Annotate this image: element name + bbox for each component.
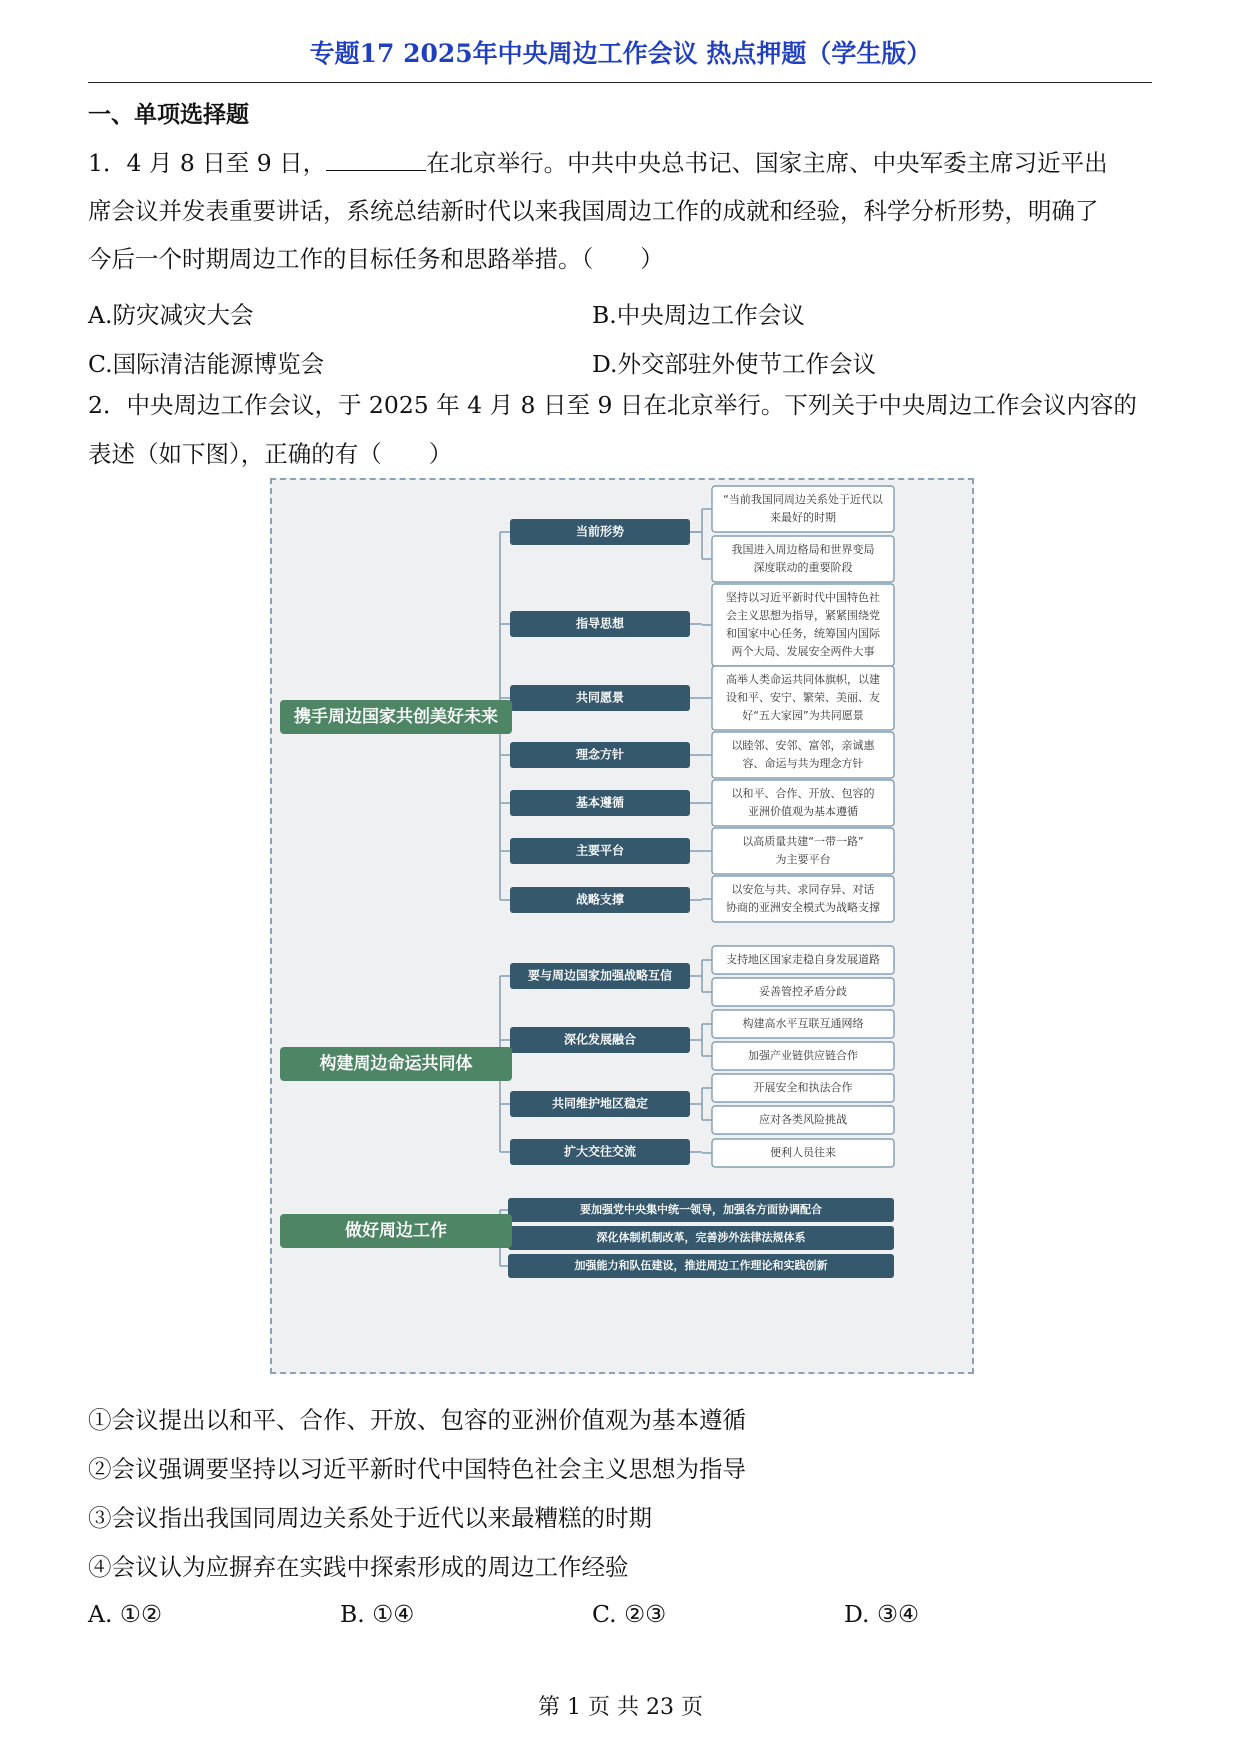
- g1-leaf-1-0-line-2: 和国家中心任务，统筹国内国际: [726, 627, 880, 640]
- g3-item-2-label: 加强能力和队伍建设，推进周边工作理论和实践创新: [574, 1259, 828, 1272]
- g1-leaf-3-0-line-1: 容、命运与共为理念方针: [742, 757, 864, 770]
- q1-option-a: A.防灾减灾大会: [88, 301, 254, 329]
- g2-leaf-0-1-line-0: 妥善管控矛盾分歧: [759, 985, 847, 998]
- g1-leaf-2-0-line-1: 设和平、安宁、繁荣、美丽、友: [726, 691, 880, 704]
- page-number: 第 1 页 共 23 页: [538, 1695, 703, 1720]
- g2-leaf-1-0-line-0: 构建高水平互联互通网络: [742, 1017, 864, 1030]
- g2-leaf-2-1-line-0: 应对各类风险挑战: [759, 1113, 847, 1126]
- q1-blank: [326, 150, 426, 171]
- q2-line-1: 2．中央周边工作会议，于 2025 年 4 月 8 日至 9 日在北京举行。下列关于中央周边工作会议内容的: [88, 391, 1137, 419]
- g2-leaf-1-1-line-0: 加强产业链供应链合作: [748, 1049, 858, 1062]
- g1-leaf-3-0-line-0: 以睦邻、安邻、富邻，亲诚惠: [731, 739, 875, 752]
- q2-statement-4: ④会议认为应摒弃在实践中探索形成的周边工作经验: [88, 1553, 629, 1581]
- g1-node-4-label: 基本遵循: [575, 795, 625, 810]
- g1-leaf-5-0-line-0: 以高质量共建“一带一路”: [742, 835, 864, 848]
- q1-line-3: 今后一个时期周边工作的目标任务和思路举措。（ ）: [88, 245, 664, 273]
- g1-node-2-label: 共同愿景: [575, 690, 625, 705]
- g3-item-0-label: 要加强党中央集中统一领导，加强各方面协调配合: [580, 1203, 822, 1216]
- q2-statement-1: ①会议提出以和平、合作、开放、包容的亚洲价值观为基本遵循: [88, 1406, 746, 1434]
- g2-node-0-label: 要与周边国家加强战略互信: [527, 968, 673, 983]
- q1-line-2: 席会议并发表重要讲话，系统总结新时代以来我国周边工作的成就和经验，科学分析形势，明确了: [88, 197, 1099, 225]
- header-rule: [88, 82, 1152, 83]
- q1-option-c: C.国际清洁能源博览会: [88, 350, 325, 378]
- g1-node-6-label: 战略支撑: [575, 892, 625, 907]
- g1-leaf-4-0-line-1: 亚洲价值观为基本遵循: [748, 805, 858, 818]
- g1-leaf-0-1-line-0: 我国进入周边格局和世界变局: [731, 543, 875, 556]
- q2-option-d: D. ③④: [844, 1600, 920, 1628]
- g1-leaf-0-1-line-1: 深度联动的重要阶段: [753, 561, 853, 574]
- g2-node-3-label: 扩大交往交流: [563, 1144, 637, 1159]
- g1-leaf-0-0-line-0: “当前我国同周边关系处于近代以: [723, 493, 883, 506]
- g1-leaf-6-0-line-1: 协商的亚洲安全模式为战略支撑: [726, 901, 880, 914]
- g1-leaf-1-0-line-0: 坚持以习近平新时代中国特色社: [726, 591, 880, 604]
- g1-leaf-2-0-line-0: 高举人类命运共同体旗帜，以建: [726, 673, 880, 686]
- mindmap-figure: [270, 478, 974, 1374]
- q1-option-b: B.中央周边工作会议: [592, 301, 805, 329]
- g2-node-2-label: 共同维护地区稳定: [551, 1096, 649, 1111]
- g1-leaf-2-0-line-2: 好“五大家园”为共同愿景: [742, 709, 864, 722]
- q2-statement-3: ③会议指出我国同周边关系处于近代以来最糟糕的时期: [88, 1504, 652, 1532]
- g2-leaf-0-0-line-0: 支持地区国家走稳自身发展道路: [726, 953, 880, 966]
- g2-leaf-2-0-line-0: 开展安全和执法合作: [753, 1081, 853, 1094]
- mindmap-svg: [272, 480, 972, 1372]
- g1-root-label: 携手周边国家共创美好未来: [294, 707, 498, 727]
- g1-node-5-label: 主要平台: [575, 843, 625, 858]
- g1-node-0-label: 当前形势: [575, 524, 625, 539]
- g3-item-1-label: 深化体制机制改革，完善涉外法律法规体系: [596, 1231, 806, 1244]
- q1-line-1-end: 在北京举行。中共中央总书记、国家主席、中央军委主席习近平出: [426, 149, 1108, 177]
- g3-root-label: 做好周边工作: [345, 1221, 447, 1241]
- g1-leaf-1-0-line-3: 两个大局、发展安全两件大事: [731, 645, 875, 658]
- q1-line-1-start: 1．4 月 8 日至 9 日，: [88, 149, 327, 177]
- g1-leaf-6-0-line-0: 以安危与共、求同存异、对话: [731, 883, 875, 896]
- g2-leaf-3-0-line-0: 便利人员往来: [770, 1146, 836, 1159]
- q1-option-d: D.外交部驻外使节工作会议: [592, 350, 876, 378]
- section-title: 一、单项选择题: [88, 101, 249, 128]
- g2-root-label: 构建周边命运共同体: [319, 1054, 473, 1074]
- document-header: 专题17 2025年中央周边工作会议 热点押题（学生版）: [309, 39, 932, 68]
- g2-node-1-label: 深化发展融合: [563, 1032, 637, 1047]
- q2-option-a: A. ①②: [88, 1600, 163, 1628]
- q2-option-b: B. ①④: [340, 1600, 415, 1628]
- g1-leaf-5-0-line-1: 为主要平台: [775, 853, 831, 866]
- g1-leaf-1-0-line-1: 会主义思想为指导，紧紧围绕党: [726, 609, 880, 622]
- g1-node-3-label: 理念方针: [575, 747, 625, 762]
- q2-line-2: 表述（如下图），正确的有（ ）: [88, 440, 453, 468]
- g1-node-1-label: 指导思想: [575, 616, 625, 631]
- g1-leaf-4-0-line-0: 以和平、合作、开放、包容的: [731, 787, 875, 800]
- g1-leaf-0-0-line-1: 来最好的时期: [770, 511, 836, 524]
- q2-statement-2: ②会议强调要坚持以习近平新时代中国特色社会主义思想为指导: [88, 1455, 746, 1483]
- q1-line-1: [88, 139, 1108, 187]
- q2-option-c: C. ②③: [592, 1600, 667, 1628]
